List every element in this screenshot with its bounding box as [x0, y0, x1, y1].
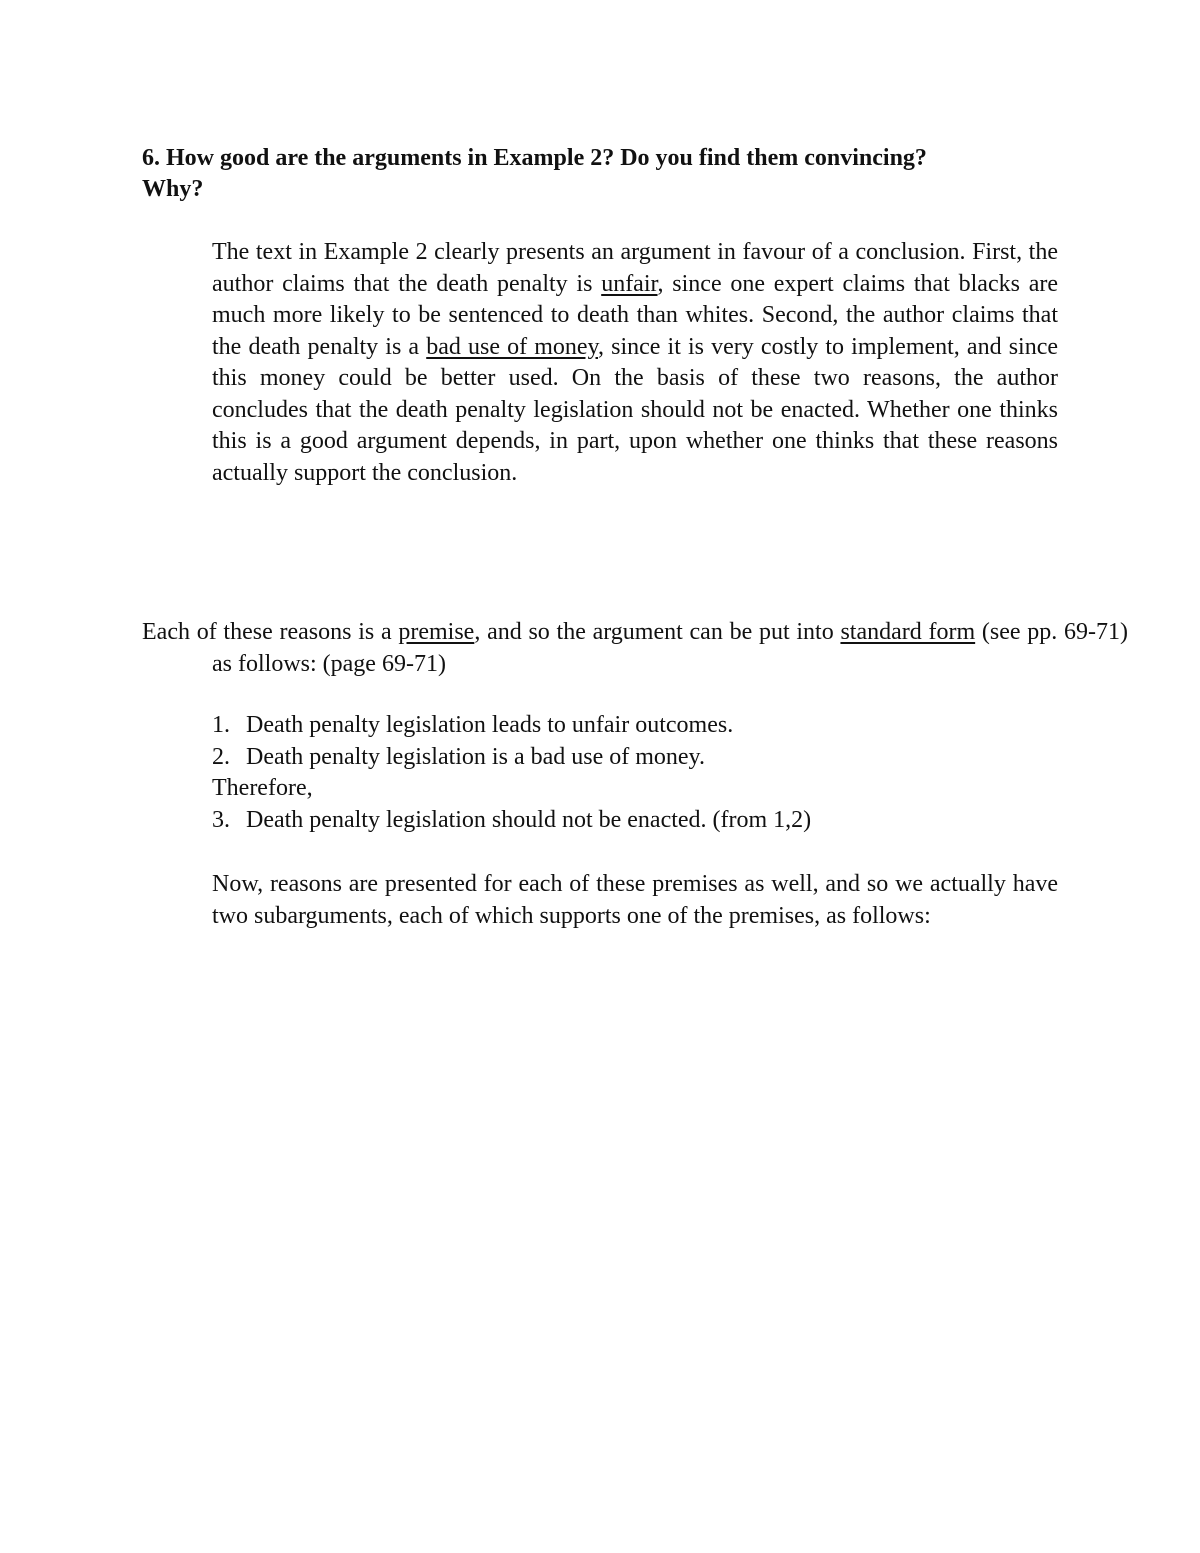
answer-text-1: The text in Example 2 clearly presents an argument in favour of a conclusion. First, the author claims that the death penalty is — [212, 239, 1058, 297]
premise-term: premise — [398, 619, 475, 645]
list-item-text: Death penalty legislation is a bad use of money. — [246, 743, 705, 770]
answer-paragraph — [212, 237, 1058, 489]
premise-intro-text-1: Each of these reasons is a — [142, 619, 399, 645]
list-item-number: 2. — [212, 743, 230, 770]
list-item — [212, 710, 1058, 742]
standard-form-list — [212, 710, 1058, 836]
list-item-number: 1. — [212, 712, 230, 738]
list-item — [212, 742, 1058, 774]
conclusion-number: 3. — [212, 806, 230, 833]
list-item-text: Death penalty legislation leads to unfair outcomes. — [246, 712, 734, 738]
conclusion-text: Death penalty legislation should not be enacted. (from 1,2) — [246, 806, 812, 833]
unfair-underlined: unfair — [601, 270, 658, 297]
premise-intro-paragraph — [142, 617, 1128, 680]
subarguments-paragraph: Now, reasons are presented for each of these premises as well, and so we actually have two subarguments, each of which supports one of the premises, as follows: — [212, 871, 1058, 929]
answer-text-2: , since one expert claims that blacks are much more likely to be sentenced to death than whites. Second, the author claims that the death penalty is a — [212, 270, 1058, 360]
question-heading — [142, 143, 1062, 205]
question-line-2: Why? — [142, 176, 204, 202]
question-line-1: 6. How good are the arguments in Example 2? Do you find them convincing? — [142, 145, 927, 171]
therefore-line: Therefore, — [212, 775, 313, 801]
premise-intro-text-2: , and so the argument can be put into — [474, 619, 841, 645]
bad-use-of-money-underlined: bad use of money — [426, 333, 598, 360]
conclusion-item — [212, 805, 1058, 837]
premise-intro-text-3: (see pp. 69-71) as follows: (page 69-71) — [212, 619, 1128, 677]
answer-text-3: , since it is very costly to implement, and since this money could be better used. On the basis of these two reasons, the author concludes that the death penalty legislation should not be enacted. Whether one thinks this is a good argument depends, in part, upon whether one thinks that these reasons actually support the conclusion. — [212, 333, 1059, 486]
standard-form-term: standard form — [840, 619, 976, 645]
